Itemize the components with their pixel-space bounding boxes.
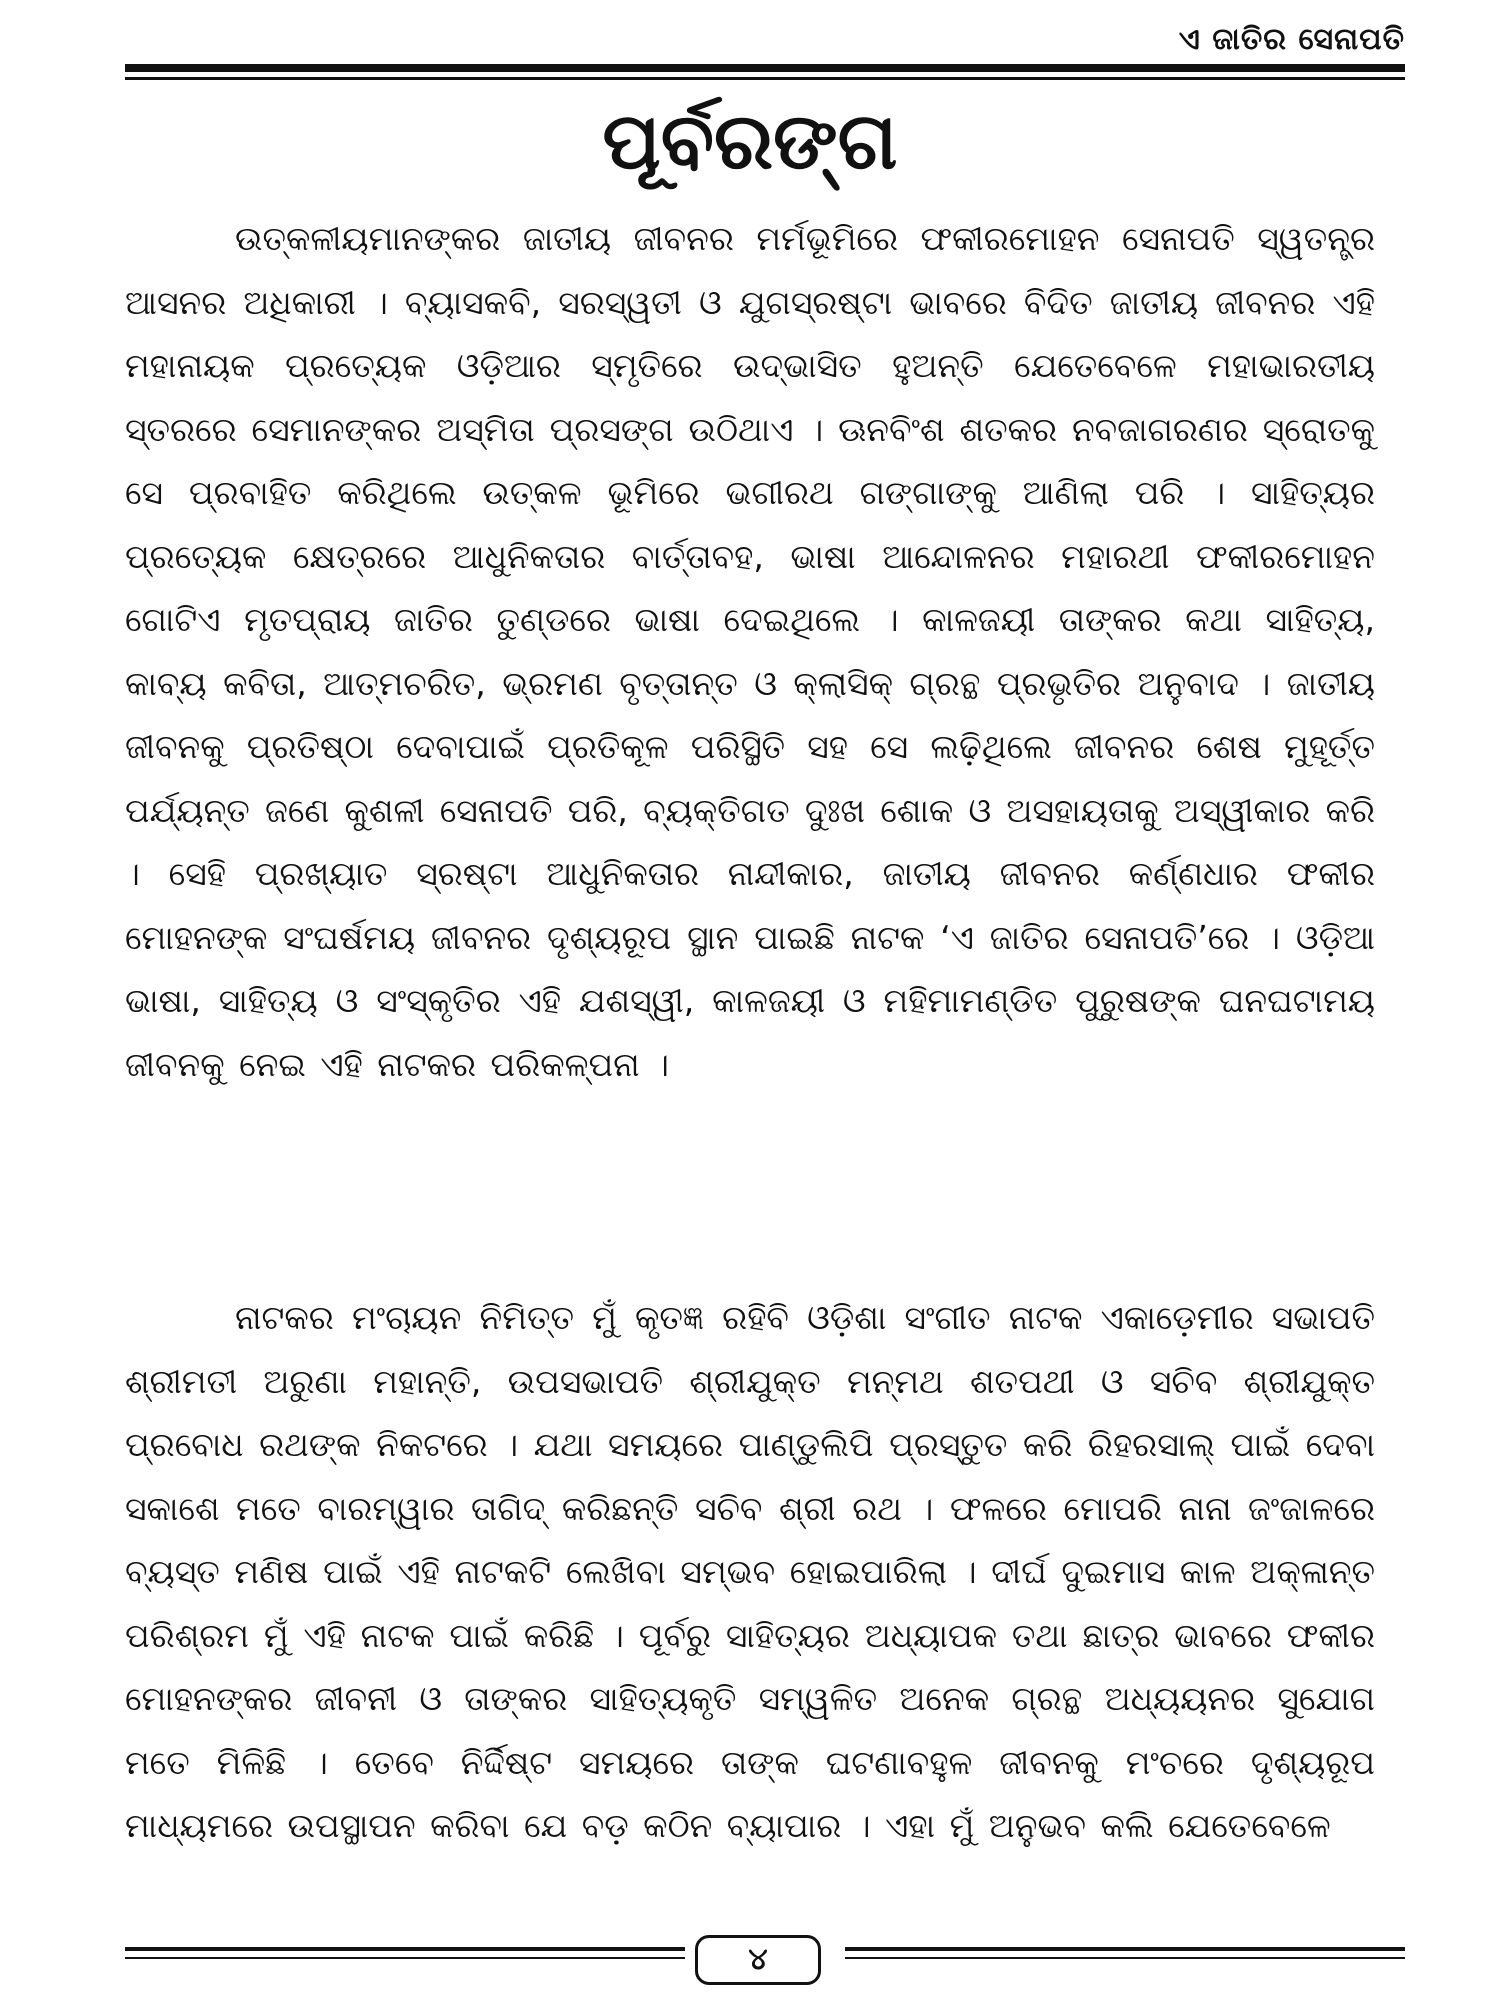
footer-rule-left-thin (125, 1957, 685, 1959)
footer-rule-left-thick (125, 1947, 685, 1951)
body-paragraph-2 (125, 1286, 1375, 1858)
page-footer (125, 1935, 1405, 1985)
footer-rule-right-thin (845, 1957, 1405, 1959)
body-paragraph-1 (125, 207, 1375, 1096)
footer-rule-right-thick (845, 1947, 1405, 1951)
page-number: ୪ (695, 1935, 821, 1985)
paragraph-text: ଉତ୍କଳୀୟମାନଙ୍କର ଜାତୀୟ ଜୀବନର ମର୍ମଭୂମିରେ ଫକୀରମୋହନ ସେନାପତି ସ୍ୱତନ୍ତ୍ର ଆସନର ଅଧିକାରୀ । ବ୍ୟାସକବି, ସରସ୍ୱତୀ ଓ ଯୁଗସ୍ରଷ୍ଟା ଭାବରେ ବିଦିତ ଜାତୀୟ ଜୀବନର ଏହି ମହାନାୟକ ପ୍ରତ୍ୟେକ ଓଡ଼ିଆର ସ୍ମୃତିରେ ଉଦ୍‌ଭାସିତ ହୁଅନ୍ତି ଯେତେବେଳେ ମହାଭାରତୀୟ ସ୍ତରରେ ସେମାନଙ୍କର ଅସ୍ମିତା ପ୍ରସଙ୍ଗ ଉଠିଥାଏ । ଊନବିଂଶ ଶତକର ନବଜାଗରଣର ସ୍ରୋତକୁ ସେ ପ୍ରବାହିତ କରିଥିଲେ ଉତ୍କଳ ଭୂମିରେ ଭଗୀରଥ ଗଙ୍ଗାଙ୍କୁ ଆଣିଲା ପରି । ସାହିତ୍ୟର ପ୍ରତ୍ୟେକ କ୍ଷେତ୍ରରେ ଆଧୁନିକତାର ବାର୍ତ୍ତାବହ, ଭାଷା ଆନ୍ଦୋଳନର ମହାରଥୀ ଫକୀରମୋହନ ଗୋଟିଏ ମୃତପ୍ରାୟ ଜାତିର ତୁଣ୍ଡରେ ଭାଷା ଦେଇଥିଲେ । କାଳଜୟୀ ତାଙ୍କର କଥା ସାହିତ୍ୟ, କାବ୍ୟ କବିତା, ଆତ୍ମଚରିତ, ଭ୍ରମଣ ବୃତ୍ତାନ୍ତ ଓ କ୍ଲାସିକ୍ ଗ୍ରନ୍ଥ ପ୍ରଭୃତିର ଅନୁବାଦ । ଜାତୀୟ ଜୀବନକୁ ପ୍ରତିଷ୍ଠା ଦେବାପାଇଁ ପ୍ରତିକୂଳ ପରିସ୍ଥିତି ସହ ସେ ଲଢ଼ିଥିଲେ ଜୀବନର ଶେଷ ମୁହୂର୍ତ୍ତ ପର୍ଯ୍ୟନ୍ତ ଜଣେ କୁଶଳୀ ସେନାପତି ପରି, ବ୍ୟକ୍ତିଗତ ଦୁଃଖ ଶୋକ ଓ ଅସହାୟତାକୁ ଅସ୍ୱୀକାର କରି । ସେହି ପ୍ରଖ୍ୟାତ ସ୍ରଷ୍ଟା ଆଧୁନିକତାର ନାନ୍ଦୀକାର, ଜାତୀୟ ଜୀବନର କର୍ଣ୍ଣଧାର ଫକୀର ମୋହନଙ୍କ ସଂଘର୍ଷମୟ ଜୀବନର ଦୃଶ୍ୟରୂପ ସ୍ଥାନ ପାଇଛି ନାଟକ ‘ଏ ଜାତିର ସେନାପତି’ରେ । ଓଡ଼ିଆ ଭାଷା, ସାହିତ୍ୟ ଓ ସଂସ୍କୃତିର ଏହି ଯଶସ୍ୱୀ, କାଳଜୟୀ ଓ ମହିମାମଣ୍ଡିତ ପୁରୁଷଙ୍କ ଘନଘଟାମୟ ଜୀବନକୁ ନେଇ ଏହି ନାଟକର ପରିକଳ୍ପନା । (125, 219, 1375, 1084)
paragraph-text: ନାଟକର ମଂଚାୟନ ନିମିତ୍ତ ମୁଁ କୃତଜ୍ଞ ରହିବି ଓଡ଼ିଶା ସଂଗୀତ ନାଟକ ଏକାଡ଼େମୀର ସଭାପତି ଶ୍ରୀମତୀ ଅରୁଣା ମହାନ୍ତି, ଉପସଭାପତି ଶ୍ରୀଯୁକ୍ତ ମନ୍ମଥ ଶତପଥୀ ଓ ସଚିବ ଶ୍ରୀଯୁକ୍ତ ପ୍ରବୋଧ ରଥଙ୍କ ନିକଟରେ । ଯଥା ସମୟରେ ପାଣ୍ଡୁଲିପି ପ୍ରସ୍ତୁତ କରି ରିହରସାଲ୍ ପାଇଁ ଦେବା ସକାଶେ ମତେ ବାରମ୍ୱାର ତାଗିଦ୍ କରିଛନ୍ତି ସଚିବ ଶ୍ରୀ ରଥ । ଫଳରେ ମୋପରି ନାନା ଜଂଜାଳରେ ବ୍ୟସ୍ତ ମଣିଷ ପାଇଁ ଏହି ନାଟକଟି ଲେଖିବା ସମ୍ଭବ ହୋଇପାରିଲା । ଦୀର୍ଘ ଦୁଇମାସ କାଳ ଅକ୍ଳାନ୍ତ ପରିଶ୍ରମ ମୁଁ ଏହି ନାଟକ ପାଇଁ କରିଛି । ପୂର୍ବରୁ ସାହିତ୍ୟର ଅଧ୍ୟାପକ ତଥା ଛାତ୍ର ଭାବରେ ଫକୀର ମୋହନଙ୍କର ଜୀବନୀ ଓ ତାଙ୍କର ସାହିତ୍ୟକୃତି ସମ୍ୱଳିତ ଅନେକ ଗ୍ରନ୍ଥ ଅଧ୍ୟୟନର ସୁଯୋଗ ମତେ ମିଳିଛି । ତେବେ ନିର୍ଦ୍ଦିଷ୍ଟ ସମୟରେ ତାଙ୍କ ଘଟଣାବହୁଳ ଜୀବନକୁ ମଂଚରେ ଦୃଶ୍ୟରୂପ ମାଧ୍ୟମରେ ଉପସ୍ଥାପନ କରିବା ଯେ ବଡ଼ କଠିନ ବ୍ୟାପାର । ଏହା ମୁଁ ଅନୁଭବ କଲି ଯେତେବେଳେ (125, 1298, 1375, 1845)
header-rule-thin (125, 77, 1405, 80)
header-rule-thick (125, 64, 1405, 72)
chapter-title: ପୂର୍ବରଙ୍ଗ (602, 97, 898, 187)
running-head-title: ଏ ଜାତିର ସେନାପତି (1178, 22, 1405, 57)
